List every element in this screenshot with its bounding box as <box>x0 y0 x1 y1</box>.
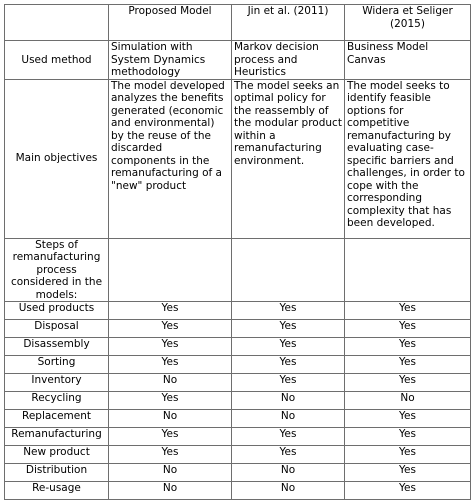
step-row <box>5 410 471 428</box>
header-widera-seliger-2015: Widera et Seliger (2015) <box>345 5 471 41</box>
used-method-widera: Business Model Canvas <box>345 41 471 80</box>
used-method-label: Used method <box>5 41 109 80</box>
step-label: Disposal <box>5 320 109 338</box>
step-value: No <box>232 464 345 482</box>
step-value: Yes <box>345 410 471 428</box>
step-label: Inventory <box>5 374 109 392</box>
step-value: Yes <box>232 374 345 392</box>
steps-header-empty-1 <box>109 238 232 302</box>
step-label: Replacement <box>5 410 109 428</box>
step-value: Yes <box>109 302 232 320</box>
corner-cell <box>5 5 109 41</box>
comparison-table <box>4 4 471 500</box>
step-row <box>5 392 471 410</box>
step-value: Yes <box>232 320 345 338</box>
step-row <box>5 446 471 464</box>
step-value: Yes <box>345 302 471 320</box>
step-label: Distribution <box>5 464 109 482</box>
step-value: Yes <box>232 446 345 464</box>
step-label: Re-usage <box>5 482 109 500</box>
header-row <box>5 5 471 41</box>
step-value: Yes <box>345 374 471 392</box>
step-row <box>5 464 471 482</box>
step-row <box>5 338 471 356</box>
main-objectives-widera: The model seeks to identify feasible options for competitive remanufacturing by evaluating case-specific barriers and challenges, in order to cope with the corresponding complexity that has been developed. <box>345 79 471 238</box>
step-value: Yes <box>345 464 471 482</box>
step-value: No <box>232 392 345 410</box>
step-value: No <box>232 482 345 500</box>
step-value: Yes <box>109 446 232 464</box>
step-value: No <box>109 374 232 392</box>
main-objectives-proposed: The model developed analyzes the benefits generated (economic and environmental) by the reuse of the discarded components in the remanufacturing of a "new" product <box>109 79 232 238</box>
main-objectives-row <box>5 79 471 238</box>
step-value: No <box>109 464 232 482</box>
step-row <box>5 482 471 500</box>
used-method-row <box>5 41 471 80</box>
step-value: No <box>232 410 345 428</box>
header-jin-2011: Jin et al. (2011) <box>232 5 345 41</box>
step-value: Yes <box>232 302 345 320</box>
step-value: Yes <box>345 428 471 446</box>
step-value: Yes <box>345 446 471 464</box>
step-value: No <box>109 482 232 500</box>
step-label: New product <box>5 446 109 464</box>
used-method-proposed: Simulation with System Dynamics methodology <box>109 41 232 80</box>
steps-header-row <box>5 238 471 302</box>
step-label: Disassembly <box>5 338 109 356</box>
step-row <box>5 302 471 320</box>
step-value: Yes <box>345 356 471 374</box>
step-value: Yes <box>345 338 471 356</box>
step-row <box>5 428 471 446</box>
step-value: Yes <box>232 338 345 356</box>
step-row <box>5 374 471 392</box>
step-value: Yes <box>109 428 232 446</box>
steps-header-empty-2 <box>232 238 345 302</box>
step-row <box>5 356 471 374</box>
step-label: Recycling <box>5 392 109 410</box>
step-value: Yes <box>345 320 471 338</box>
step-row <box>5 320 471 338</box>
used-method-jin: Markov decision process and Heuristics <box>232 41 345 80</box>
step-value: Yes <box>232 428 345 446</box>
step-value: Yes <box>345 482 471 500</box>
step-value: Yes <box>109 356 232 374</box>
step-value: Yes <box>109 320 232 338</box>
step-value: No <box>345 392 471 410</box>
main-objectives-jin: The model seeks an optimal policy for the reassembly of the modular product within a remanufacturing environment. <box>232 79 345 238</box>
steps-header-empty-3 <box>345 238 471 302</box>
main-objectives-label: Main objectives <box>5 79 109 238</box>
step-value: Yes <box>232 356 345 374</box>
step-value: No <box>109 410 232 428</box>
header-proposed-model: Proposed Model <box>109 5 232 41</box>
step-value: Yes <box>109 392 232 410</box>
step-label: Sorting <box>5 356 109 374</box>
step-label: Used products <box>5 302 109 320</box>
steps-header-label: Steps of remanufacturing process considered in the models: <box>5 238 109 302</box>
step-value: Yes <box>109 338 232 356</box>
step-label: Remanufacturing <box>5 428 109 446</box>
